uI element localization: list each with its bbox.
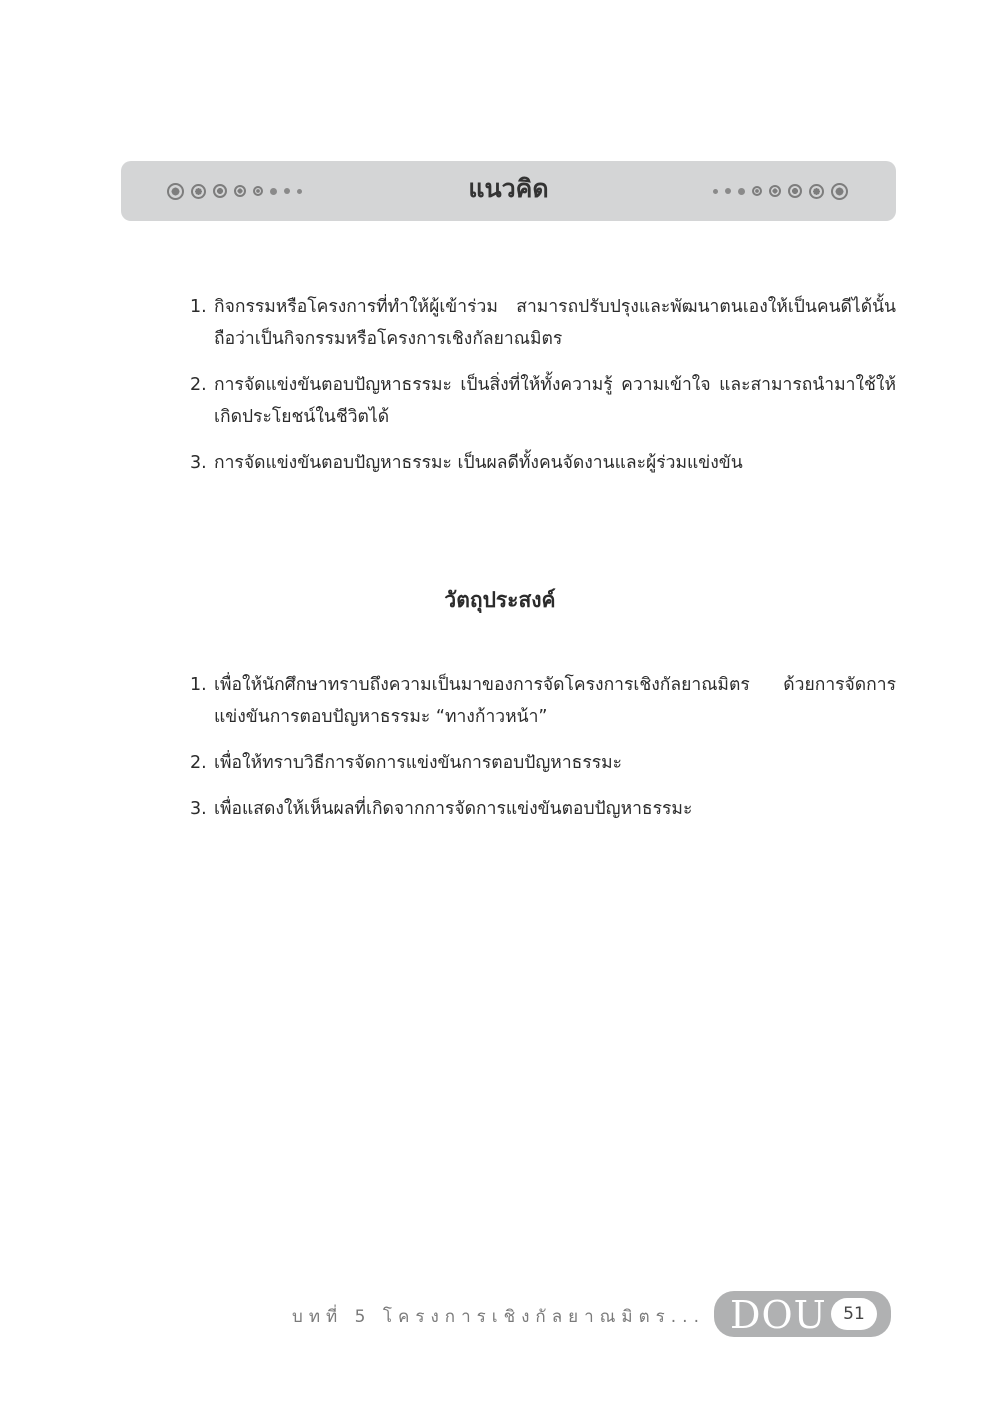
list-item-text: กิจกรรมหรือโครงการที่ทำให้ผู้เข้าร่วม สามารถปรับปรุงและพัฒนาตนเองให้เป็นคนดีได้นั้น ถือว่าเป็นกิจกรรมหรือโครงการเชิงกัลยาณมิตร: [214, 297, 896, 349]
dot-icon: [752, 186, 762, 196]
dot-icon: [769, 185, 781, 197]
list-item: [190, 793, 896, 825]
list-item: [190, 669, 896, 733]
dot-icon: [809, 184, 824, 199]
list-item-text: การจัดแข่งขันตอบปัญหาธรรมะ เป็นผลดีทั้งคนจัดงานและผู้ร่วมแข่งขัน: [214, 453, 743, 473]
list-item-number: 2.: [190, 753, 207, 773]
dot-icon: [831, 183, 848, 200]
list-item-number: 3.: [190, 453, 207, 473]
list-item: [190, 447, 896, 479]
list-item-number: 1.: [190, 297, 207, 317]
section-title-objectives: วัตถุประสงค์: [444, 588, 556, 612]
list-item: [190, 747, 896, 779]
list-item-number: 3.: [190, 799, 207, 819]
list-item-text: เพื่อให้ทราบวิธีการจัดการแข่งขันการตอบปัญหาธรรมะ: [214, 753, 623, 773]
dot-icon: [725, 188, 731, 194]
list-item-number: 2.: [190, 375, 207, 395]
dot-icon: [713, 189, 718, 194]
list-item: [190, 369, 896, 433]
list-item-number: 1.: [190, 675, 207, 695]
decorative-dots-right: [713, 161, 848, 221]
list-item-text: เพื่อแสดงให้เห็นผลที่เกิดจากการจัดการแข่งขันตอบปัญหาธรรมะ: [214, 799, 693, 819]
page-number: 51: [831, 1298, 877, 1330]
concepts-list: [190, 291, 896, 493]
footer-badge: [714, 1291, 891, 1337]
section-header-bar: [121, 161, 896, 221]
list-item-text: เพื่อให้นักศึกษาทราบถึงความเป็นมาของการจัดโครงการเชิงกัลยาณมิตร ด้วยการจัดการแข่งขันการตอบปัญหาธรรมะ “ทางก้าวหน้า”: [214, 675, 896, 727]
footer-chapter-text: บทที่ 5 โครงการเชิงกัลยาณมิตร...: [292, 1307, 705, 1327]
section-title-concepts: แนวคิด: [468, 174, 549, 203]
objectives-list: [190, 669, 896, 839]
dot-icon: [788, 184, 802, 198]
dou-logo: DOU: [730, 1293, 827, 1337]
list-item-text: การจัดแข่งขันตอบปัญหาธรรมะ เป็นสิ่งที่ให้ทั้งความรู้ ความเข้าใจ และสามารถนำมาใช้ให้เกิดประโยชน์ในชีวิตได้: [214, 375, 896, 427]
dot-icon: [738, 188, 745, 195]
list-item: [190, 291, 896, 355]
